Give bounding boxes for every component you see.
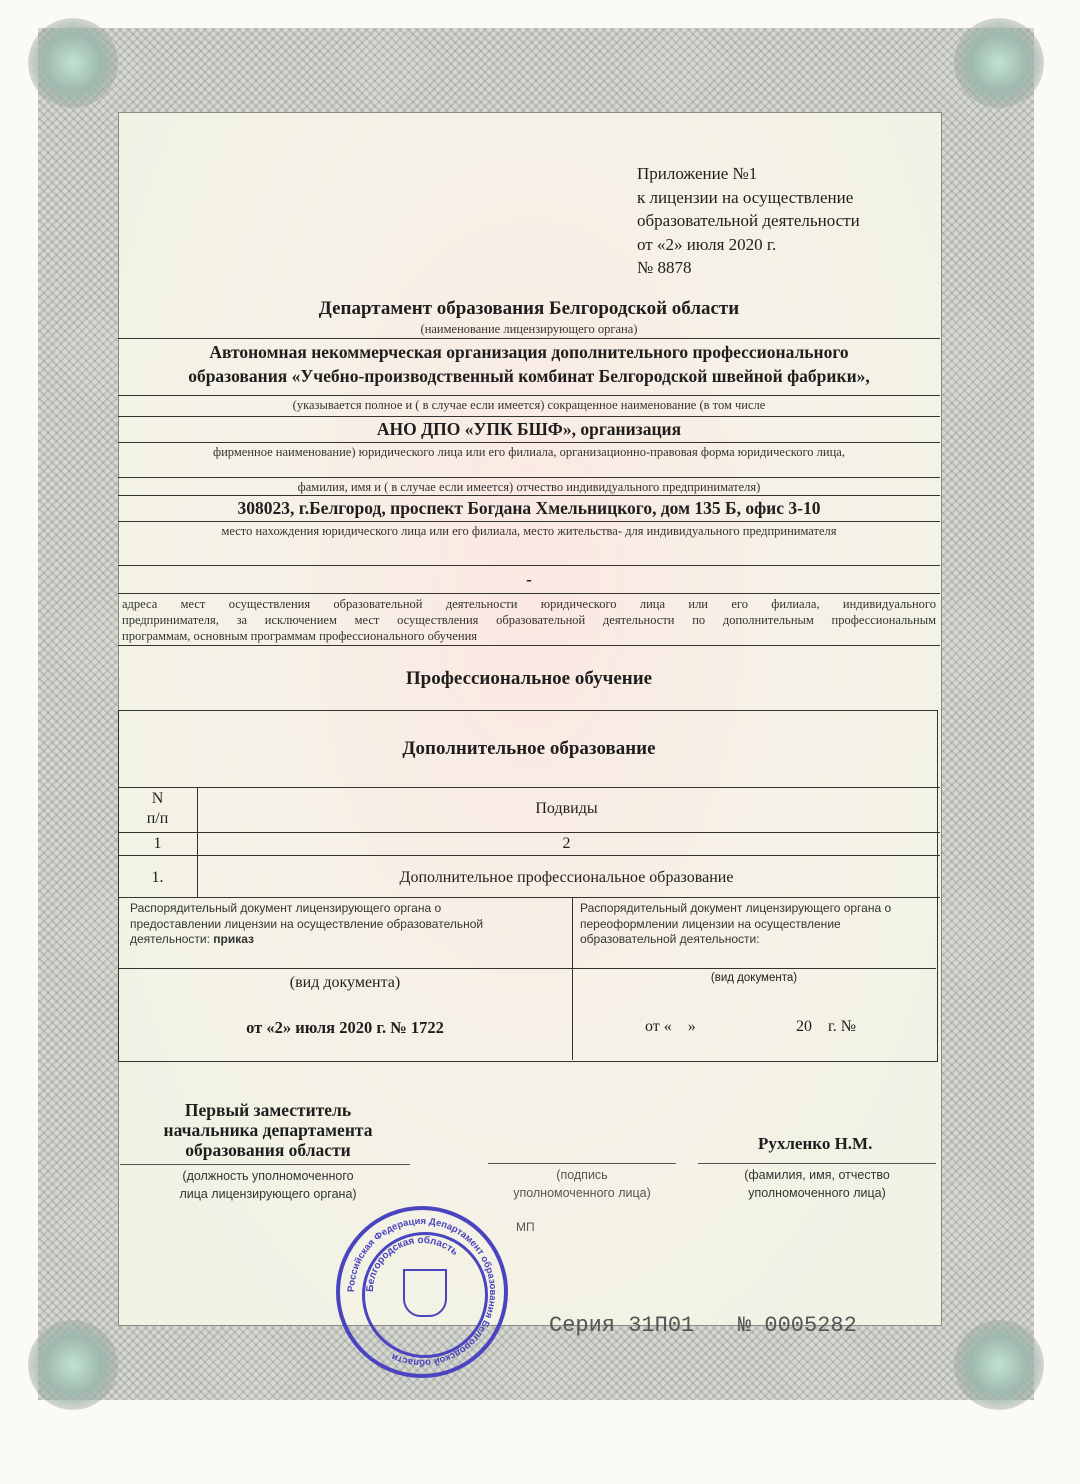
right-doc-description: [580, 901, 891, 948]
blank-series: Серия 31П01: [549, 1313, 695, 1338]
blank-number: № 0005282: [738, 1313, 857, 1338]
address-caption: место нахождения юридического лица или его филиала, место жительства- для индивидуального предпринимателя: [221, 524, 837, 538]
doc-text: деятельности:: [130, 932, 214, 946]
activity-addresses: -: [526, 570, 532, 589]
divider: [118, 521, 940, 522]
right-doc-type-caption: (вид документа): [710, 972, 798, 984]
col-index: 1: [153, 835, 162, 852]
caption-text: уполномоченного лица): [748, 1186, 886, 1200]
left-doc-date: от «2» июля 2020 г. № 1722: [246, 1018, 444, 1037]
position-text: образования области: [185, 1140, 351, 1160]
doc-text: [130, 932, 483, 948]
divider: [118, 645, 940, 646]
section-professional-training: Профессиональное обучение: [405, 668, 653, 689]
corner-ornament: [28, 18, 118, 108]
org-name-line1: Автономная некоммерческая организация дополнительного профессионального: [209, 342, 849, 362]
appendix-title: Приложение №1: [637, 164, 758, 183]
signature-line: [120, 1164, 410, 1165]
header-text: N: [151, 790, 164, 807]
header-text: п/п: [146, 810, 169, 827]
name-caption: [698, 1166, 936, 1202]
left-doc-type-caption: (вид документа): [289, 974, 401, 991]
signer-position: [118, 1100, 418, 1160]
divider: [118, 495, 940, 496]
corner-ornament: [954, 1320, 1044, 1410]
official-stamp: [336, 1206, 508, 1378]
doc-text: переоформлении лицензии на осуществление: [580, 916, 841, 931]
org-caption: (указывается полное и ( в случае если имеется) сокращенное наименование (в том числе: [292, 398, 766, 412]
divider: [118, 416, 940, 417]
appendix-line: образовательной деятельности: [637, 211, 860, 230]
divider: [118, 897, 940, 898]
divider: [118, 338, 940, 339]
appendix-date: от «2» июля 2020 г.: [637, 234, 777, 254]
stamp-outer-text: Российская Федерация Департамент образования Белгородской области: [345, 1215, 499, 1369]
authority-name: Департамент образования Белгородской области: [318, 298, 740, 319]
section-additional-education: Дополнительное образование: [402, 738, 656, 759]
col-header-num: [118, 789, 197, 829]
signature-caption: [488, 1166, 676, 1202]
caption-line: программам, основным программам профессионального обучения: [122, 629, 478, 643]
org-short-name: АНО ДПО «УПК БШФ», организация: [376, 419, 682, 439]
org-name-line2: образования «Учебно-производственный комбинат Белгородской швейной фабрики»,: [188, 366, 870, 386]
doc-text: образовательной деятельности:: [580, 932, 760, 946]
appendix-block: [637, 162, 860, 280]
seal-label: МП: [516, 1220, 535, 1234]
divider: [118, 442, 940, 443]
right-doc-date-suffix: 20 г. №: [796, 1018, 857, 1035]
caption-text: (фамилия, имя, отчество: [744, 1168, 890, 1182]
org-caption: фирменное наименование) юридического лица или его филиала, организационно-правовая форма юридического лица,: [213, 445, 845, 459]
org-address: 308023, г.Белгород, проспект Богдана Хмельницкого, дом 135 Б, офис 3-10: [237, 498, 821, 518]
position-text: Первый заместитель: [184, 1100, 352, 1120]
stamp-inner-text: Белгородская область: [364, 1234, 461, 1293]
divider: [118, 787, 940, 788]
org-caption: фамилия, имя и ( в случае если имеется) отчество индивидуального предпринимателя): [297, 480, 761, 494]
doc-type-value: приказ: [213, 932, 254, 946]
divider: [118, 968, 936, 969]
divider: [118, 832, 940, 833]
corner-ornament: [28, 1320, 118, 1410]
appendix-line: к лицензии на осуществление: [637, 187, 854, 207]
doc-text: Распорядительный документ лицензирующего органа о: [130, 901, 442, 915]
caption-line: адреса мест осуществления образовательной деятельности юридического лица или его филиала, индивидуального: [122, 597, 936, 611]
row-num: 1.: [151, 869, 164, 886]
divider: [118, 477, 940, 478]
caption-text: уполномоченного лица): [513, 1186, 651, 1200]
position-caption: [118, 1167, 418, 1203]
col-header-subtypes: Подвиды: [535, 800, 598, 817]
caption-text: (подпись: [556, 1168, 608, 1182]
stamp-text-ring: [340, 1210, 504, 1374]
signature-line: [488, 1163, 676, 1164]
divider: [118, 565, 940, 566]
signer-name: Рухленко Н.М.: [758, 1134, 873, 1153]
position-text: начальника департамента: [163, 1120, 373, 1140]
divider: [118, 395, 940, 396]
activity-caption: [122, 596, 936, 644]
signature-line: [698, 1163, 936, 1164]
doc-text: Распорядительный документ лицензирующего органа о: [580, 901, 892, 915]
caption-text: (должность уполномоченного: [182, 1169, 354, 1183]
row-subtype: Дополнительное профессиональное образование: [399, 869, 734, 886]
left-doc-description: [130, 901, 483, 948]
authority-caption: (наименование лицензирующего органа): [420, 322, 638, 336]
caption-text: лица лицензирующего органа): [179, 1187, 357, 1201]
appendix-number: № 8878: [637, 258, 692, 277]
corner-ornament: [954, 18, 1044, 108]
right-doc-date-prefix: от « »: [645, 1018, 696, 1035]
divider: [118, 593, 940, 594]
divider: [118, 855, 940, 856]
caption-line: предпринимателя, за исключением мест осуществления образовательной деятельности по дополнительным профессиональным: [122, 613, 936, 627]
col-index: 2: [562, 835, 571, 852]
doc-text: предоставлении лицензии на осуществление образовательной: [130, 916, 484, 931]
